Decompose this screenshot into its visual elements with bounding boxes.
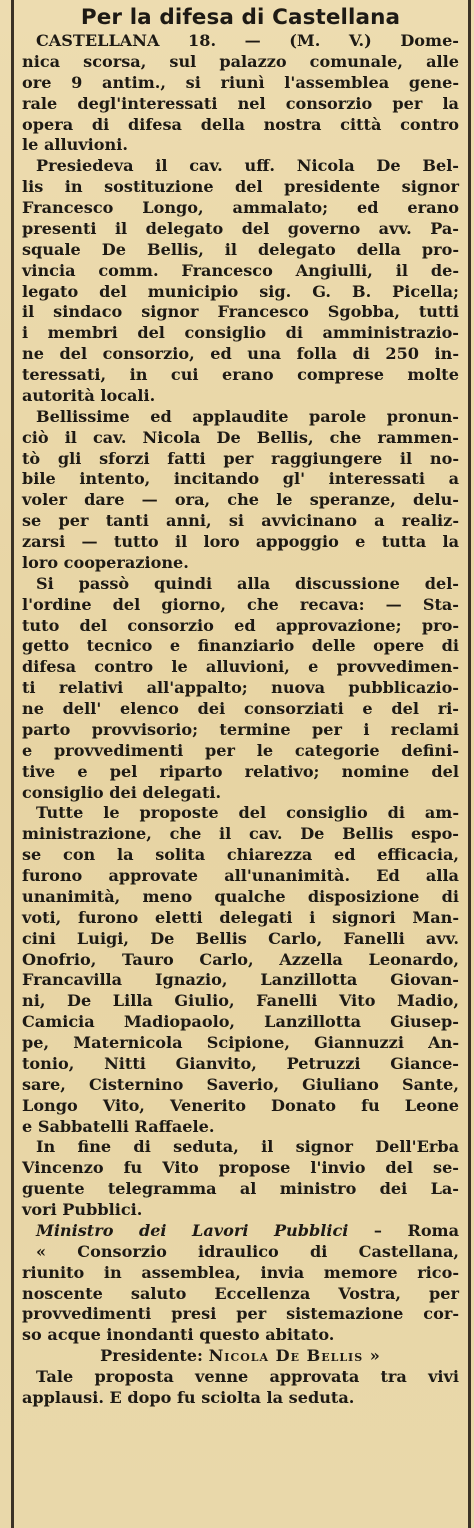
article-text-line: l'ordine del giorno, che recava: — Sta-	[22, 594, 459, 614]
closing-text-line: applausi. E dopo fu sciolta la seduta.	[22, 1387, 355, 1407]
article-text-line: consiglio dei delegati.	[22, 782, 222, 802]
telegram-text	[22, 1242, 459, 1346]
article-text-line: Camicia Madiopaolo, Lanzillotta Giusep-	[22, 1012, 459, 1032]
article-text-line: le alluvioni.	[22, 135, 128, 155]
article-text-line: rale degl'interessati nel consorzio per la	[22, 93, 459, 113]
article-text-line: pe, Maternicola Scipione, Giannuzzi An-	[22, 1033, 459, 1052]
telegram-addressee: Ministro dei Lavori Pubblici	[36, 1220, 349, 1240]
article-text-line: ni, De Lilla Giulio, Fanelli Vito Madio,	[22, 991, 459, 1011]
article-text-line: ciò il cav. Nicola De Bellis, che rammen-	[22, 427, 459, 447]
telegram-text-line: provvedimenti presi per sistemazione cor-	[22, 1304, 459, 1324]
article-text-line: unanimità, meno qualche disposizione di	[22, 886, 459, 906]
article-text-line: Vincenzo fu Vito propose l'invio del se-	[22, 1158, 459, 1178]
article-text-line: teressati, in cui erano comprese molte	[22, 365, 459, 384]
article-text-line: tonio, Nitti Gianvito, Petruzzi Giance-	[22, 1053, 459, 1073]
article-text-line: zarsi — tutto il loro appoggio e tutta la	[22, 532, 459, 551]
signature-name: Nicola De Bellis »	[208, 1346, 381, 1366]
article-text-line: ti relativi all'appalto; nuova pubblicazio-	[22, 678, 459, 698]
telegram-text-line: « Consorzio idraulico di Castellana,	[36, 1241, 459, 1261]
column-rule-left	[11, 0, 14, 1528]
article-text-line: il sindaco signor Francesco Sgobba, tutti	[22, 302, 459, 322]
article-text-line: difesa contro le alluvioni, e provvedimen-	[22, 657, 459, 677]
article-body	[22, 31, 459, 1221]
signature-label: Presidente:	[100, 1346, 203, 1366]
article-text-line: e provvedimenti per le categorie defini-	[22, 740, 459, 760]
article-text-line: Presiedeva il cav. uff. Nicola De Bel-	[36, 156, 459, 176]
article-text-line: vori Pubblici.	[22, 1200, 143, 1219]
article-text-line: tò gli sforzi fatti per raggiungere il no-	[22, 448, 459, 468]
article-text-line: lis in sostituzione del presidente signor	[22, 177, 459, 197]
article-text-line: nica scorsa, sul palazzo comunale, alle	[22, 51, 459, 71]
telegram-header	[22, 1221, 459, 1242]
telegram-text-line: noscente saluto Eccellenza Vostra, per	[22, 1283, 459, 1303]
article-text-line: ne dell' elenco dei consorziati e del ri-	[22, 699, 459, 718]
article-text-line: furono approvate all'unanimità. Ed alla	[22, 866, 459, 885]
article-text-line: Si passò quindi alla discussione del-	[36, 573, 459, 593]
article-text-line: Bellissime ed applaudite parole pronun-	[36, 406, 459, 426]
article-text-line: ne del consorzio, ed una folla di 250 in-	[22, 344, 459, 364]
article-text-line: se per tanti anni, si avvicinano a realiz-	[22, 511, 459, 531]
signature-line	[22, 1346, 459, 1367]
article-text-line: e Sabbatelli Raffaele.	[22, 1116, 215, 1136]
article-column	[22, 4, 459, 1409]
article-text-line: Tutte le proposte del consiglio di am-	[36, 803, 459, 823]
closing-text	[22, 1367, 459, 1409]
article-text-line: legato del municipio sig. G. B. Picella;	[22, 281, 459, 301]
article-text-line: Francesco Longo, ammalato; ed erano	[22, 198, 459, 217]
article-text-line: In fine di seduta, il signor Dell'Erba	[36, 1137, 459, 1157]
article-text-line: Onofrio, Tauro Carlo, Azzella Leonardo,	[22, 949, 459, 969]
telegram-place: – Roma	[373, 1220, 460, 1240]
article-text-line: loro cooperazione.	[22, 552, 189, 572]
article-text-line: cini Luigi, De Bellis Carlo, Fanelli avv.	[22, 928, 459, 948]
article-text-line: ore 9 antim., si riunì l'assemblea gene-	[22, 72, 459, 92]
article-text-line: tive e pel riparto relativo; nomine del	[22, 761, 459, 781]
closing-text-line: Tale proposta venne approvata tra vivi	[36, 1367, 459, 1386]
article-text-line: presenti il delegato del governo avv. Pa-	[22, 218, 459, 238]
article-text-line: i membri del consiglio di amministrazio-	[22, 323, 459, 343]
telegram-text-line: riunito in assemblea, invia memore rico-	[22, 1262, 459, 1282]
article-text-line: getto tecnico e finanziario delle opere di	[22, 636, 459, 656]
column-rule-right	[468, 0, 471, 1528]
article-text-line: autorità locali.	[22, 385, 156, 405]
telegram-text-line: so acque inondanti questo abitato.	[22, 1325, 335, 1345]
article-text-line: parto provvisorio; termine per i reclami	[22, 719, 459, 739]
article-text-line: sare, Cisternino Saverio, Giuliano Sante,	[22, 1074, 459, 1094]
article-text-line: bile intento, incitando gl' interessati a	[22, 469, 459, 489]
article-text-line: Francavilla Ignazio, Lanzillotta Giovan-	[22, 970, 459, 990]
article-text-line: CASTELLANA 18. — (M. V.) Dome-	[36, 31, 459, 50]
article-text-line: opera di difesa della nostra città contro	[22, 114, 459, 134]
article-text-line: se con la solita chiarezza ed efficacia,	[22, 845, 459, 865]
article-text-line: guente telegramma al ministro dei La-	[22, 1179, 459, 1199]
article-text-line: voti, furono eletti delegati i signori Man-	[22, 907, 459, 927]
article-text-line: vincia comm. Francesco Angiulli, il de-	[22, 260, 459, 280]
article-text-line: Longo Vito, Venerito Donato fu Leone	[22, 1095, 459, 1115]
article-text-line: voler dare — ora, che le speranze, delu-	[22, 490, 459, 510]
article-headline: Per la difesa di Castellana	[80, 5, 401, 30]
article-text-line: ministrazione, che il cav. De Bellis espo-	[22, 824, 459, 844]
article-text-line: tuto del consorzio ed approvazione; pro-	[22, 615, 459, 635]
article-text-line: squale De Bellis, il delegato della pro-	[22, 239, 459, 259]
